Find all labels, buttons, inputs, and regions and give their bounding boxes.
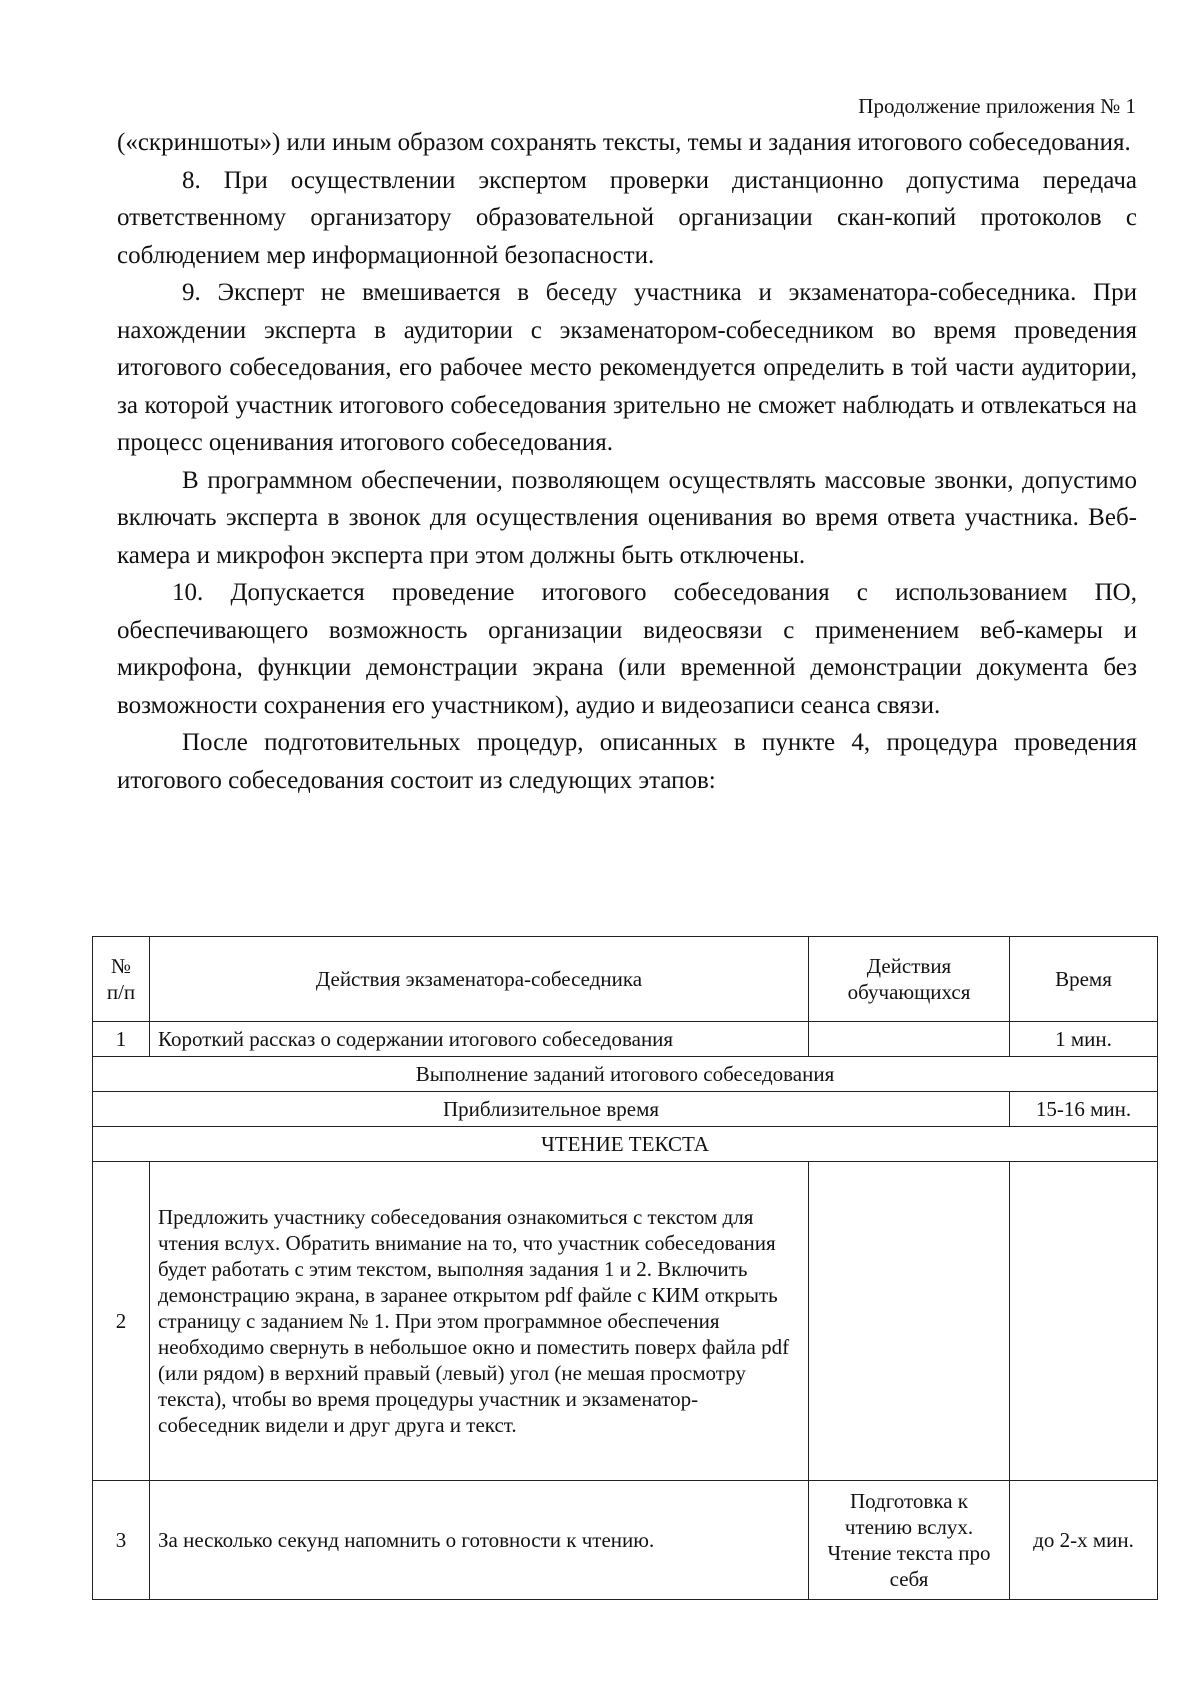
approx-time-row (93, 1092, 1158, 1127)
header-examiner-actions: Действия экзаменатора-собеседника (150, 937, 809, 1022)
approx-time-label: Приблизительное время (93, 1092, 1010, 1127)
row-time (1010, 1162, 1158, 1481)
row-student-action (809, 1162, 1010, 1481)
section-row-reading (93, 1127, 1158, 1162)
row-examiner-action: Предложить участнику собеседования ознакомиться с текстом для чтения вслух. Обратить внимание на то, что участник собеседования будет работать с этим текстом, выполняя задания 1 и 2. Включить демонстрацию экрана, в заранее открытом pdf файле с КИМ открыть страницу с заданием № 1. При этом программное обеспечения необходимо свернуть в небольшое окно и поместить поверх файла pdf (или рядом) в верхний правый (левый) угол (не мешая просмотру текста), чтобы во время процедуры участник и экзаменатор-собеседник видели и друг друга и текст. (150, 1162, 809, 1481)
row-examiner-action: За несколько секунд напомнить о готовности к чтению. (150, 1481, 809, 1600)
section-tasks-label: Выполнение заданий итогового собеседования (93, 1057, 1158, 1092)
row-time: до 2-х мин. (1010, 1481, 1158, 1600)
section-reading-label: ЧТЕНИЕ ТЕКСТА (93, 1127, 1158, 1162)
procedure-table (92, 936, 1158, 1600)
paragraph-software-calls: В программном обеспечении, позволяющем осуществлять массовые звонки, допустимо включать эксперта в звонок для осуществления оценивания во время ответа участника. Веб-камера и микрофон эксперта при этом должны быть отключены. (117, 466, 1137, 569)
approx-time-value: 15-16 мин. (1010, 1092, 1158, 1127)
row-student-action (809, 1022, 1010, 1057)
row-student-action: Подготовка к чтению вслух. Чтение текста про себя (809, 1481, 1010, 1600)
paragraph-item-8: 8. При осуществлении экспертом проверки дистанционно допустима передача ответственному организатору образовательной организации скан-копий протоколов с соблюдением мер информационной безопасности. (117, 166, 1137, 269)
paragraph-item-10: 10. Допускается проведение итогового собеседования с использованием ПО, обеспечивающего возможность организации видеосвязи с применением веб-камеры и микрофона, функции демонстрации экрана (или временной демонстрации документа без возможности сохранения его участником), аудио и видеозаписи сеанса связи. (117, 579, 1137, 719)
table-row (93, 1481, 1158, 1600)
header-num: № п/п (93, 937, 150, 1022)
paragraph-procedure-intro: После подготовительных процедур, описанных в пункте 4, процедура проведения итогового собеседования состоит из следующих этапов: (117, 729, 1137, 794)
table-row (93, 1022, 1158, 1057)
appendix-continuation-note: Продолжение приложения № 1 (858, 94, 1136, 118)
table-row (93, 1162, 1158, 1481)
table-header-row (93, 937, 1158, 1022)
row-num: 1 (93, 1022, 150, 1057)
row-time: 1 мин. (1010, 1022, 1158, 1057)
body-text (117, 124, 1137, 799)
row-num: 3 (93, 1481, 150, 1600)
row-examiner-action: Короткий рассказ о содержании итогового собеседования (150, 1022, 809, 1057)
paragraph-continuation: («скриншоты») или иным образом сохранять тексты, темы и задания итогового собеседования. (117, 129, 1131, 156)
section-row-tasks (93, 1057, 1158, 1092)
row-num: 2 (93, 1162, 150, 1481)
header-time: Время (1010, 937, 1158, 1022)
paragraph-item-9: 9. Эксперт не вмешивается в беседу участника и экзаменатора-собеседника. При нахождении эксперта в аудитории с экзаменатором-собеседником во время проведения итогового собеседования, его рабочее место рекомендуется определить в той части аудитории, за которой участник итогового собеседования зрительно не сможет наблюдать и отвлекаться на процесс оценивания итогового собеседования. (117, 279, 1137, 456)
header-student-actions: Действия обучающихся (809, 937, 1010, 1022)
